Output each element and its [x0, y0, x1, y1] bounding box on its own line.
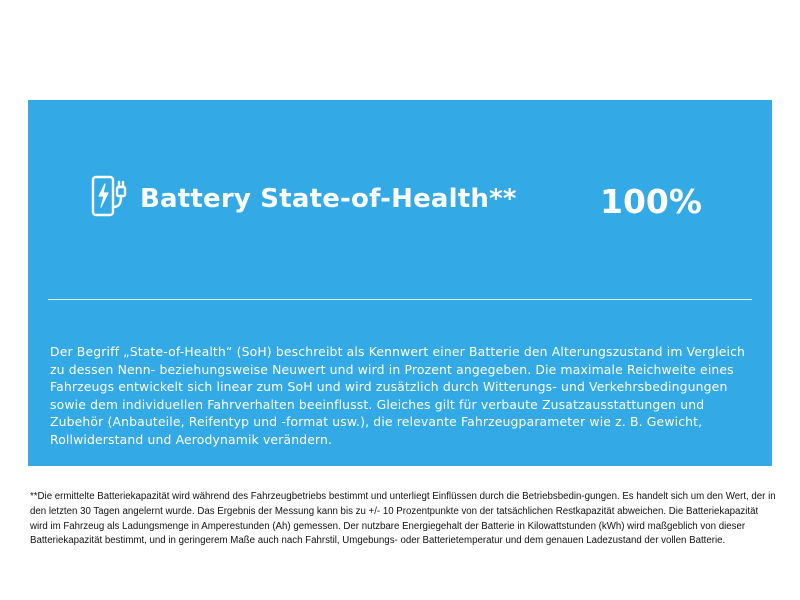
- battery-charging-plug-icon: [90, 174, 132, 218]
- battery-health-panel: [28, 100, 772, 466]
- battery-health-header: [28, 172, 772, 236]
- battery-health-value: 100%: [600, 182, 702, 221]
- battery-health-description: Der Begriff „State-of-Health“ (SoH) beschreibt als Kennwert einer Batterie den Alterungszustand im Vergleich zu dessen Nenn- beziehungsweise Neuwert und wird in Prozent angegeben. Die maximale Reichweite eines Fahrzeugs entwickelt sich linear zum SoH und wird zusätzlich durch Witterungs- und Verkehrsbedingungen sowie dem individuellen Fahrverhalten beeinflusst. Gleiches gilt für verbaute Zusatzausstattungen und Zubehör (Anbauteile, Reifentyp und -format usw.), die relevante Fahrzeugparameter wie z. B. Gewicht, Rollwiderstand und Aerodynamik verändern.: [50, 344, 746, 447]
- battery-health-title: Battery State-of-Health**: [140, 184, 517, 214]
- footnote: **Die ermittelte Batteriekapazität wird während des Fahrzeugbetriebs bestimmt und unterliegt Einflüssen durch die Betriebsbedin-gungen. Es handelt sich um den Wert, der in den letzten 30 Tagen angelernt wurde. Das Ergebnis der Messung kann bis zu +/- 10 Prozentpunkte von der tatsächlichen Restkapazität abweichen. Die Batteriekapazität wird im Fahrzeug als Ladungsmenge in Amperestunden (Ah) gemessen. Der nutzbare Energiegehalt der Batterie in Kilowattstunden (kWh) wird maßgeblich von dieser Batteriekapazität bestimmt, und in geringerem Maße auch nach Fahrstil, Umgebungs- oder Batterietemperatur und dem genauen Ladezustand der vollen Batterie.: [30, 491, 776, 547]
- panel-divider: [48, 299, 752, 300]
